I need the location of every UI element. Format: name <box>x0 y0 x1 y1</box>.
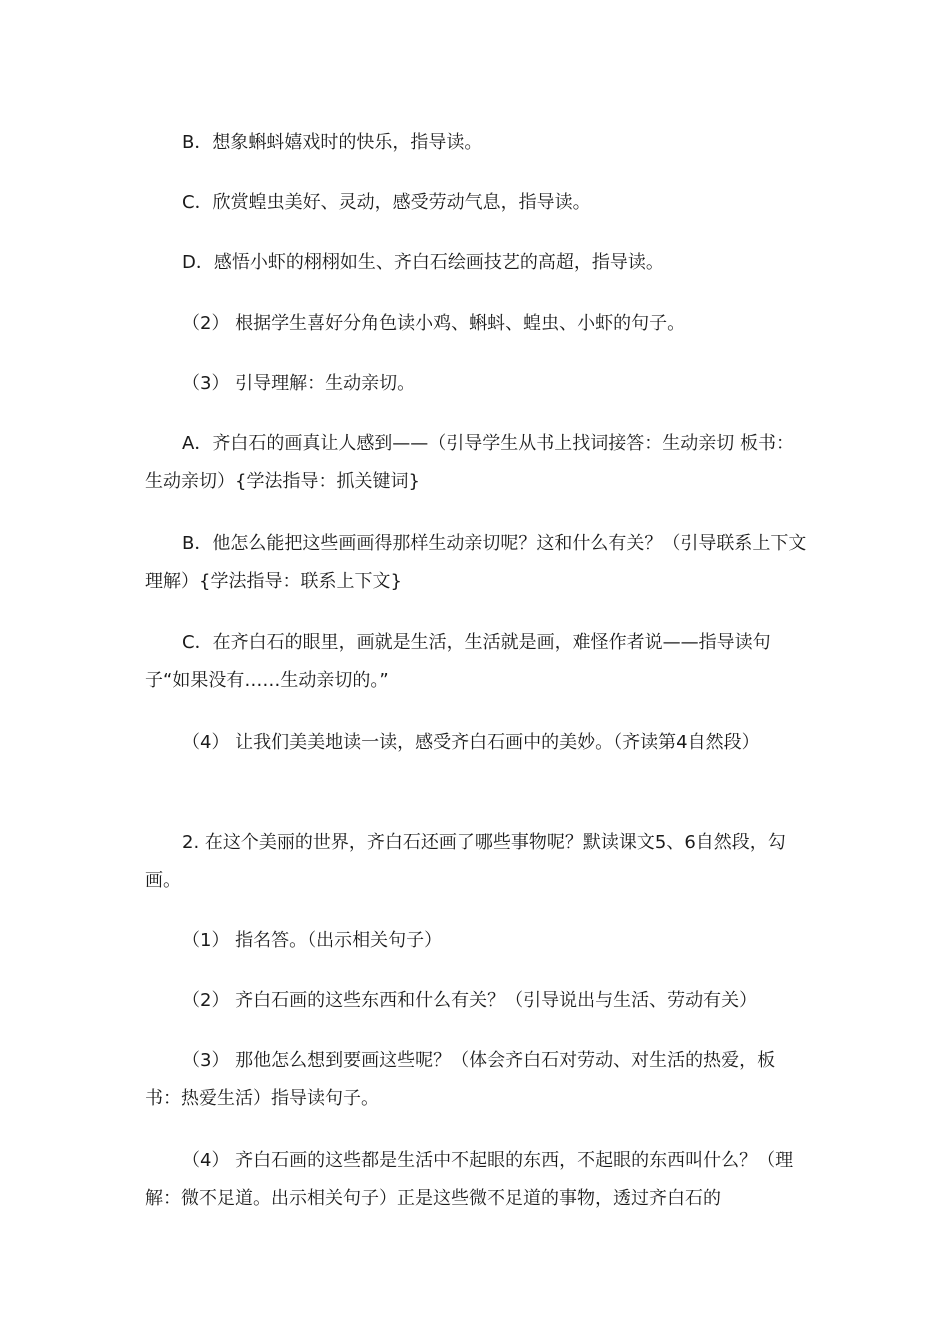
paragraph-b-context-understanding: B．他怎么能把这些画画得那样生动亲切呢？这和什么有关？（引导联系上下文理解）{学法指导：联系上下文} <box>145 533 807 592</box>
paragraph-b-imagine-tadpoles: B．想象蝌蚪嬉戏时的快乐，指导读。 <box>182 132 483 153</box>
paragraph-1-answer: （1） 指名答。（出示相关句子） <box>182 930 443 951</box>
paragraph-d-shrimp-lifelike: D．感悟小虾的栩栩如生、齐白石绘画技艺的高超，指导读。 <box>182 252 664 273</box>
paragraph-3-guide-understanding: （3） 引导理解：生动亲切。 <box>182 373 416 394</box>
paragraph-c-appreciate-locust: C．欣赏蝗虫美好、灵动，感受劳动气息，指导读。 <box>182 192 591 213</box>
paragraph-3-love-life: （3） 那他怎么想到要画这些呢？（体会齐白石对劳动、对生活的热爱，板书：热爱生活）指导读句子。 <box>145 1050 776 1109</box>
paragraph-c-painting-is-life: C．在齐白石的眼里，画就是生活，生活就是画，难怪作者说——指导读句子“如果没有……生动亲切的。” <box>145 632 771 691</box>
paragraph-2-life-labor: （2） 齐白石画的这些东西和什么有关？（引导说出与生活、劳动有关） <box>182 990 758 1011</box>
paragraph-4-read-beautifully: （4） 让我们美美地读一读，感受齐白石画中的美妙。（齐读第4自然段） <box>182 732 760 753</box>
paragraph-a-vivid-intimate: A．齐白石的画真让人感到——（引导学生从书上找词接答：生动亲切 板书：生动亲切）{学法指导：抓关键词} <box>145 433 795 492</box>
paragraph-2-role-reading: （2） 根据学生喜好分角色读小鸡、蝌蚪、蝗虫、小虾的句子。 <box>182 313 686 334</box>
paragraph-4-insignificant: （4） 齐白石画的这些都是生活中不起眼的东西，不起眼的东西叫什么？（理解：微不足道。出示相关句子）正是这些微不足道的事物，透过齐白石的 <box>145 1150 794 1209</box>
paragraph-2-silent-reading: 2. 在这个美丽的世界，齐白石还画了哪些事物呢？默读课文5、6自然段，勾画。 <box>145 832 786 891</box>
